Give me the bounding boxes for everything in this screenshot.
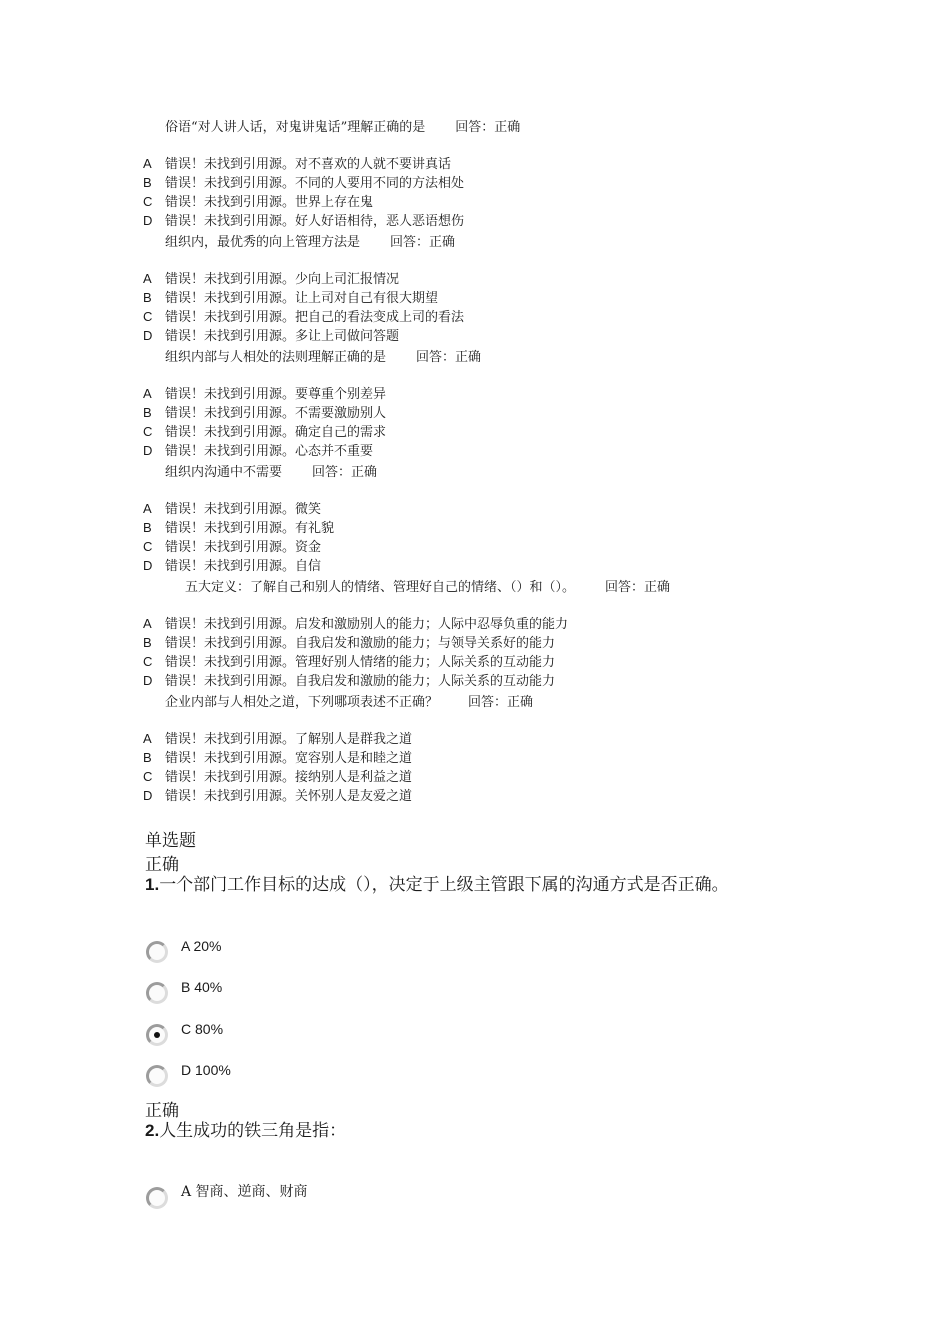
- radio-label: A 智商、逆商、财商: [181, 1184, 308, 1200]
- option-row: [143, 788, 412, 805]
- question-text: 人生成功的铁三角是指：: [159, 1121, 347, 1141]
- option-row: [143, 654, 555, 671]
- question-text: 企业内部与人相处之道，下列哪项表述不正确？: [165, 695, 439, 710]
- option-text: 错误！未找到引用源。多让上司做问答题: [165, 329, 400, 344]
- option-letter: B: [143, 405, 152, 420]
- question-text: 五大定义：了解自己和别人的情绪、管理好自己的情绪、（）和（）。: [185, 580, 576, 595]
- option-text: 错误！未找到引用源。自我启发和激励的能力；与领导关系好的能力: [165, 636, 556, 651]
- radio-button[interactable]: [146, 941, 168, 963]
- option-text: 错误！未找到引用源。微笑: [165, 502, 322, 517]
- option-row: [143, 309, 464, 326]
- radio-button[interactable]: [146, 982, 168, 1004]
- result-status: 正确: [145, 855, 179, 875]
- option-letter: A: [143, 156, 152, 171]
- option-row: [143, 328, 399, 345]
- option-row: [143, 731, 412, 748]
- answer-status: 回答：正确: [312, 465, 378, 480]
- option-text: 错误！未找到引用源。对不喜欢的人就不要讲真话: [165, 157, 452, 172]
- option-text: 错误！未找到引用源。管理好别人情绪的能力；人际关系的互动能力: [165, 655, 556, 670]
- question-text: 组织内部与人相处的法则理解正确的是: [165, 350, 387, 365]
- option-row: [143, 213, 464, 230]
- question-heading: [145, 1120, 346, 1142]
- option-row: [143, 424, 386, 441]
- radio-label: B 40%: [181, 979, 223, 995]
- option-letter: B: [143, 635, 152, 650]
- option-letter: B: [143, 520, 152, 535]
- option-row: [143, 290, 438, 307]
- radio-selected-dot: [154, 1032, 160, 1038]
- option-letter: C: [143, 309, 153, 324]
- option-text: 错误！未找到引用源。世界上存在鬼: [165, 195, 374, 210]
- option-row: [143, 386, 386, 403]
- option-letter: C: [143, 654, 153, 669]
- option-text: 错误！未找到引用源。让上司对自己有很大期望: [165, 291, 439, 306]
- question-text: 组织内沟通中不需要: [165, 465, 283, 480]
- option-text: 错误！未找到引用源。有礼貌: [165, 521, 335, 536]
- result-status: 正确: [145, 1101, 179, 1121]
- question-text: 一个部门工作目标的达成（），决定于上级主管跟下属的沟通方式是否正确。: [159, 875, 729, 895]
- option-text: 错误！未找到引用源。接纳别人是利益之道: [165, 770, 413, 785]
- option-letter: A: [143, 501, 152, 516]
- question-number: 2.: [145, 1121, 160, 1140]
- option-letter: A: [143, 616, 152, 631]
- option-letter: C: [143, 539, 153, 554]
- option-text: 错误！未找到引用源。自信: [165, 559, 322, 574]
- option-text: 错误！未找到引用源。少向上司汇报情况: [165, 272, 400, 287]
- radio-label: C 80%: [181, 1021, 224, 1037]
- option-letter: D: [143, 558, 153, 573]
- option-row: [143, 673, 555, 690]
- option-row: [143, 769, 412, 786]
- option-row: [143, 520, 334, 537]
- option-letter: A: [143, 386, 152, 401]
- question-title: [165, 120, 520, 136]
- radio-button[interactable]: [146, 1187, 168, 1209]
- option-text: 错误！未找到引用源。自我启发和激励的能力；人际关系的互动能力: [165, 674, 556, 689]
- answer-status: 回答：正确: [455, 120, 521, 135]
- answer-status: 回答：正确: [416, 350, 482, 365]
- option-row: [143, 405, 386, 422]
- option-row: [143, 156, 451, 173]
- answer-status: 回答：正确: [390, 235, 456, 250]
- question-number: 1.: [145, 875, 160, 894]
- option-text: 错误！未找到引用源。宽容别人是和睦之道: [165, 751, 413, 766]
- option-letter: A: [143, 271, 152, 286]
- option-letter: C: [143, 769, 153, 784]
- option-text: 错误！未找到引用源。了解别人是群我之道: [165, 732, 413, 747]
- option-row: [143, 271, 399, 288]
- option-letter: D: [143, 328, 153, 343]
- option-text: 错误！未找到引用源。心态并不重要: [165, 444, 374, 459]
- question-title: [165, 695, 533, 711]
- option-text: 错误！未找到引用源。关怀别人是友爱之道: [165, 789, 413, 804]
- radio-button[interactable]: [146, 1065, 168, 1087]
- option-letter: D: [143, 213, 153, 228]
- section-title: 单选题: [145, 831, 196, 851]
- option-row: [143, 539, 321, 556]
- option-letter: D: [143, 673, 153, 688]
- question-title: [165, 465, 377, 481]
- option-row: [143, 194, 373, 211]
- question-text: 组织内，最优秀的向上管理方法是: [165, 235, 361, 250]
- option-text: 错误！未找到引用源。资金: [165, 540, 322, 555]
- question-title: [165, 350, 481, 366]
- radio-button-selected[interactable]: [146, 1024, 168, 1046]
- radio-label: D 100%: [181, 1062, 231, 1078]
- option-letter: B: [143, 750, 152, 765]
- question-text: 俗语“对人讲人话，对鬼讲鬼话”理解正确的是: [165, 120, 426, 135]
- radio-label: A 20%: [181, 938, 222, 954]
- option-row: [143, 501, 321, 518]
- option-text: 错误！未找到引用源。确定自己的需求: [165, 425, 387, 440]
- option-text: 错误！未找到引用源。不需要激励别人: [165, 406, 387, 421]
- option-row: [143, 635, 555, 652]
- answer-status: 回答：正确: [468, 695, 534, 710]
- option-letter: D: [143, 788, 153, 803]
- option-letter: B: [143, 175, 152, 190]
- option-letter: D: [143, 443, 153, 458]
- option-row: [143, 616, 568, 633]
- option-row: [143, 750, 412, 767]
- question-title: [165, 235, 455, 251]
- option-row: [143, 175, 464, 192]
- option-text: 错误！未找到引用源。启发和激励别人的能力；人际中忍辱负重的能力: [165, 617, 569, 632]
- answer-status: 回答：正确: [605, 580, 671, 595]
- option-row: [143, 558, 321, 575]
- option-text: 错误！未找到引用源。把自己的看法变成上司的看法: [165, 310, 465, 325]
- option-letter: C: [143, 424, 153, 439]
- option-letter: A: [143, 731, 152, 746]
- option-text: 错误！未找到引用源。不同的人要用不同的方法相处: [165, 176, 465, 191]
- option-text: 错误！未找到引用源。要尊重个别差异: [165, 387, 387, 402]
- question-heading: [145, 874, 729, 896]
- option-row: [143, 443, 373, 460]
- option-letter: C: [143, 194, 153, 209]
- option-letter: B: [143, 290, 152, 305]
- option-text: 错误！未找到引用源。好人好语相待，恶人恶语想伤: [165, 214, 465, 229]
- question-title: [185, 580, 670, 596]
